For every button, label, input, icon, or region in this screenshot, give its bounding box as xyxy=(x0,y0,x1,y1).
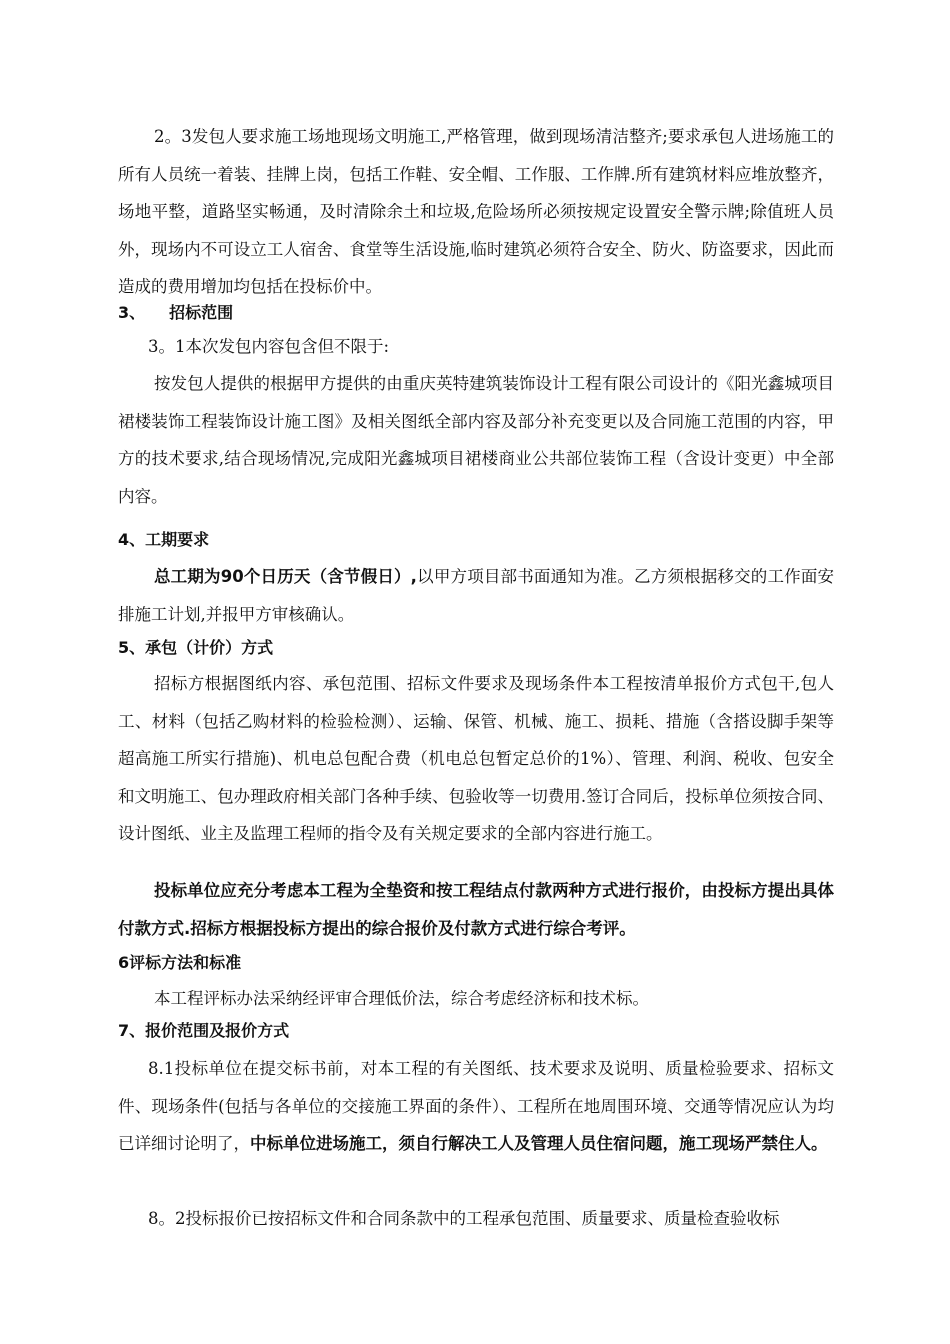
heading-section-5: 5、承包（计价）方式 xyxy=(118,638,274,657)
paragraph-payment-bold: 投标单位应充分考虑本工程为全垫资和按工程结点付款两种方式进行报价，由投标方提出具体付款方式.招标方根据投标方提出的综合报价及付款方式进行综合考评。 xyxy=(118,881,834,938)
heading-section-4: 4、工期要求 xyxy=(118,530,210,549)
paragraph-evaluation: 本工程评标办法采纳经评审合理低价法，综合考虑经济标和技术标。 xyxy=(154,989,649,1008)
p8-1-bold: 中标单位进场施工，须自行解决工人及管理人员住宿问题，施工现场严禁住人。 xyxy=(250,1134,828,1153)
heading-section-7: 7、报价范围及报价方式 xyxy=(118,1021,290,1040)
heading-title: 招标范围 xyxy=(169,303,234,322)
paragraph-3-1: 3。1本次发包内容包含但不限于: xyxy=(148,337,390,356)
heading-number: 3、 xyxy=(118,303,146,322)
paragraph-scope: 按发包人提供的根据甲方提供的由重庆英特建筑装饰设计工程有限公司设计的《阳光鑫城项目裙楼装饰工程装饰设计施工图》及相关图纸全部内容及部分补充变更以及合同施工范围的内容，甲方的技术要求,结合现场情况,完成阳光鑫城项目裙楼商业公共部位装饰工程（含设计变更）中全部内容。 xyxy=(118,374,834,506)
paragraph-schedule xyxy=(118,558,834,633)
heading-section-3 xyxy=(118,298,834,328)
p8-1-normal: 8.1投标单位在提交标书前，对本工程的有关图纸、技术要求及说明、质量检验要求、招标文件、现场条件(包括与各单位的交接施工界面的条件）、工程所在地周围环境、交通等情况应认为均已详细讨论明了， xyxy=(118,1059,834,1153)
paragraph-2-3: 2。3发包人要求施工场地现场文明施工,严格管理，做到现场清洁整齐;要求承包人进场施工的所有人员统一着装、挂牌上岗，包括工作鞋、安全帽、工作服、工作牌.所有建筑材料应堆放整齐，场地平整，道路坚实畅通，及时清除余土和垃圾,危险场所必须按规定设置安全警示牌;除值班人员外，现场内不可设立工人宿舍、食堂等生活设施,临时建筑必须符合安全、防火、防盗要求，因此而造成的费用增加均包括在投标价中。 xyxy=(118,127,834,296)
paragraph-pricing: 招标方根据图纸内容、承包范围、招标文件要求及现场条件本工程按清单报价方式包干,包人工、材料（包括乙购材料的检验检测）、运输、保管、机械、施工、损耗、措施（含搭设脚手架等超高施工所实行措施)、机电总包配合费（机电总包暂定总价的1%）、管理、利润、税收、包安全和文明施工、包办理政府相关部门各种手续、包验收等一切费用.签订合同后，投标单位须按合同、设计图纸、业主及监理工程师的指令及有关规定要求的全部内容进行施工。 xyxy=(118,674,834,843)
paragraph-8-2: 8。2投标报价已按招标文件和合同条款中的工程承包范围、质量要求、质量检查验收标 xyxy=(148,1209,780,1228)
schedule-bold: 总工期为90个日历天（含节假日）, xyxy=(154,567,417,586)
heading-section-6: 6评标方法和标准 xyxy=(118,953,242,972)
paragraph-8-1 xyxy=(118,1050,834,1163)
schedule-rest: 以甲方项目部书面通知为准。乙方须根据移交的工作面安排施工计划,并报甲方审核确认。 xyxy=(118,567,835,624)
